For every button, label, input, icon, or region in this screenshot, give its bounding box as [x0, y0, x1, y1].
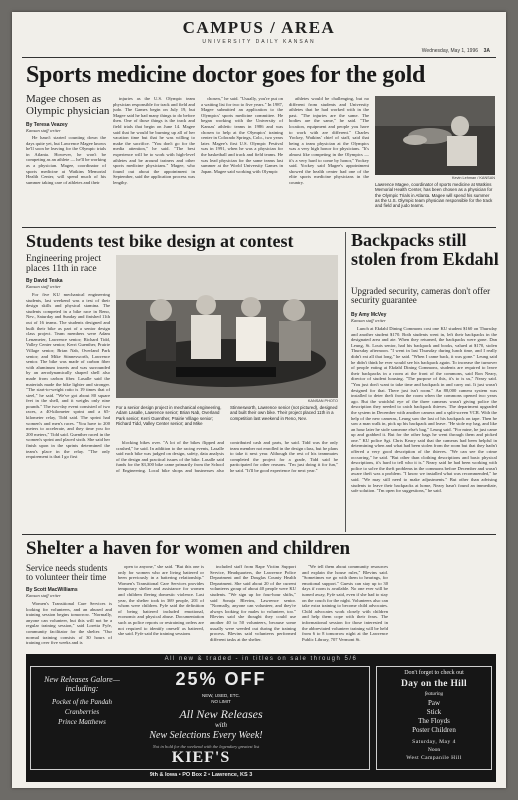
ad-main-panel	[30, 666, 370, 770]
ad-artist: Prince Matthews	[58, 718, 106, 726]
story1-caption: Lawrence Magee, coordinator of sports medicine at Watkins Memorial Health Center, has been chosen as a physician for the Olympic Trials in Atlanta. Magee will spend his summer as the U.S. Olympic team physician responsible for the track and field and judo teams.	[375, 182, 493, 209]
story1-staff: Kansan staff writer	[26, 128, 61, 133]
band-name: The Floyds	[418, 717, 450, 725]
ad-small-note: Not in hold for the weekend with the legendary greatest list	[152, 744, 260, 749]
band-name: Stick	[426, 708, 442, 716]
newspaper-page	[12, 12, 506, 788]
ad-promo-panel	[376, 666, 492, 770]
story1-photo-credit: Kevin Lehman / KANSAN	[451, 176, 495, 180]
story2-rule	[22, 534, 496, 535]
story2-col1: For five KU mechanical engineering students, last weekend was a test of their design skills and physical stamina. The students competed in a bike race in Reno, Nev., Saturday and Sunday and finished 11th out of 16 teams. The students designed and built their bike as part of a senior design class project. Team members were Adam Lenzmeier, Lawrence senior; Richard Tidd, Valley Center senior; Kerri Guenther, Prairie Village senior; Brian Nab, Overland Park senior; and Mike Stinnesworth, Lawrence senior. The bike was made of carbon fiber with aluminum inserts and was surrounded by an aerodynamically shaped shell also made from carbon fiber. Lasalle said the materials made the bike lighter and stronger. "The start-to-weight ratio is 19 times that of steel," he said. "We've got about 80 square feet in the shell, and it weighs only nine pounds." The two-day event consisted of two races, a 40-kilometer sprint and a 65-kilometer relay, Tidd said. The sprint had women's and men's races. "You have to 200 meters to accelerate, and they time you for 200 meters," Tidd said. Guenther raced in the women's sprint and placed sixth. She said her finish upon in the sprints determined the team's place in the relay. "The only requirement is that I go first	[26, 292, 110, 460]
ad-all-new: All New Releases	[179, 707, 263, 721]
ad-with: with	[214, 721, 228, 729]
ad-including: New Releases Galore— including:	[44, 675, 120, 693]
promo-head: Don't forget to check out	[404, 670, 464, 676]
story2-deck: Engineering project places 11th in race	[26, 254, 102, 274]
story1-headline: Sports medicine doctor goes for the gold	[26, 62, 426, 88]
story1-col4: athletes would be challenging, but no different from students and University athletes that he had worked with in the past. "The injuries are the same. The bodies are the same," he said. "The location, equipment and people you have to work with are different." Charles Yockey, Watkins' chief of staff, said that being a team physician at the Olympics was a very high honor for physicians. "It's almost like competing in the Olympics — it's a very hard to come by honor," Yockey said. Yockey said Magee's appointment showed the health center had one of the elite sports medicine physicians in the country.	[289, 96, 369, 185]
story2-caption: For a senior design project in mechanical engineering, Adam Lasalle, Lawrence senior; Brian Nab, Overland Park senior; Kerri Guenther, Prairie Village senior; Richard Tidd, Valley Center senior; and Mike Stinnesworth, Lawrence senior (not pictured), designed and built their own bike. Their project placed 11th in a competition last weekend in Reno, Nev.	[116, 405, 338, 426]
story4-staff: Kansan staff writer	[26, 593, 61, 598]
story2-photo-credit: KANSAN PHOTO	[307, 399, 338, 403]
ad-discount: 25% OFF	[175, 669, 267, 689]
story1-byline: By Teresa Veazey	[26, 122, 68, 128]
story2-byline: By David Teska	[26, 278, 63, 284]
band-name: Paw	[427, 699, 441, 707]
story1-deck: Magee chosen as Olympic physician	[26, 93, 110, 117]
story2-staff: Kansan staff writer	[26, 284, 61, 289]
story3-body: Lunch at Ekdahl Dining Commons cost one KU student $160 on Thursday and another student $170. Both students went in, left their backpacks in the designated area and ate. When they returned, the backpacks were gone. Dan Leung, St. Louis senior, had his backpack and books, valued at $170, stolen Thursday afternoon. "I went in last Thursday during lunch time, and I really didn't eat all that long," he said. "When I came back, it was gone." Leung said he didn't think he ever would see his backpack again. To increase the turnover of people eating at Ekdahl Dining Commons, students are required to leave their backpacks in a room at the front of the commons, said Ron Neary, director of student housing. "The purpose of this, it's to is us," Neary said. "You just don't want to take time and backpack in and carry out. It just wasn't designed for that. There just isn't room." An 88,000 camera system was installed to deter theft from the room when the commons opened two years ago. But the watchful eye of the three cameras wasn't giving police the description they needed to catch backpack thieves. The department upgraded the system in December with another camera and a split-screen VCR. With the help of the new cameras, Leung saw the last of his backpack on tape. Then he saw a man walk in, pick up his backpack and leave. "He stole my bag, and like an hour later he stole someone else's bag," Leung said. "For mine, he just came up and grabbed it. But for the other bags he went through them and picked one." KU police Sgt. Chris Keary said that the cameras had been helpful in determining when and what had been stolen from the room but that they hadn't offered a very good description of the thieves. "We can see the crime occurring," he said. "But other than clothing descriptions and basic physical descriptions, it's hard to tell who it is." Neary said he had been working with police to solve the theft problems in the commons before December and wasn't aware theft was a problem. "I know we installed what was recommended," he said. "We may still need to make adjustments." But other than advising students to leave their backpacks at home, Neary hasn't found an immediate, safe solution. "I'm open for suggestions," he said.	[351, 326, 497, 494]
issue-date: Wednesday, May 1, 1996 3A	[421, 48, 490, 54]
band-name: Poster Children	[412, 726, 456, 734]
story4-headline: Shelter a haven for women and children	[26, 538, 351, 559]
promo-featuring: featuring	[424, 692, 444, 697]
story2-col3: blocking bikes over. "A lot of the bikes flipped and crashed," he said. In addition to the racing events, Lasalle said each bike was judged on design, safety, data analysis of the design and practical issues of the bike. Lasalle said funds for the $3,300 bike came primarily from the School of Engineering. Local bike shops and businesses also contributed cash and parts, he said. Tidd was the only team member not enrolled in the design class, but he plans to take it next year. Although the rest of his teammates completed the project for a grade, Tidd said he participated for other reasons. "I'm just doing it for fun," he said. "It'll be good experience for next year."	[116, 440, 338, 473]
story1-col3: chosen," he said. "Usually, you're put on a waiting list for two to five years." In 1987, Magee submitted an application to the Olympics' sports medicine committee. He began working with the University of Kansas' athletic teams in 1986 and was chosen to help at the Olympics' training center in Colorado Springs, Colo., two years later. Magee's first U.S. Olympic Festival was in 1991, when he was a physician for the basketball and track and field teams. He was lead physician for the same teams last summer at the World University Games in Japan. Magee said working with Olympic	[201, 96, 283, 174]
promo-place: West Campanile Hill	[406, 755, 462, 761]
magee-photo	[375, 96, 495, 175]
story1-rule	[22, 227, 496, 228]
ad-selections: New Selections Every Week!	[149, 730, 263, 741]
column-divider	[345, 232, 346, 532]
story1-col2: injuries as the U.S. Olympic team physician responsible for track and field and judo. The Games begin on July 19, but Magee said he had many things to do before then. One of those things is the track and field trials that begin on June 14. Magee said that he would be burning up all of her vacation time but that he was willing to make the sacrifice. "You don't go for the media attention," he said. "The best experience will be to work with high-level athletes and be around trainers and other sports medicine physicians." Magee, who found out about the appointment in September, said the application process was lengthy.	[113, 96, 195, 185]
promo-date: Saturday, May 4	[412, 739, 456, 745]
story1-col1: He hasn't started counting down the days quite yet, but Lawrence Magee knows he'll soon be leaving for the Olympic trials in Atlanta. However, he won't be competing as an athlete — he'll be working as a physician. Magee, coordinator of sports medicine at Watkins Memorial Health Center, will spend much of his summer taking care of athletes and their	[26, 135, 106, 185]
ad-artist: Pocket of the Pandah	[51, 698, 113, 706]
story3-staff: Kansan staff writer	[351, 318, 386, 323]
ad-sub1: NEW, USED, ETC.	[201, 693, 240, 698]
story4-deck: Service needs students to volunteer their time	[26, 563, 108, 583]
masthead-rule	[22, 57, 496, 58]
kiefs-ad	[26, 654, 496, 782]
story4-col3: included staff from Rape Victim Support Service, Headquarters, the Lawrence Police Department and the Douglas County Health Department. She said about 20 of the current volunteers group of about 40 people were KU students. "We sign up for four-hour shifts," said Sonaja Blevins, Lawrence senior. "Normally, anyone can volunteer, and they're always looking for males to volunteer, too." Blevins said she thought they could use another 40 to 50 volunteers, because some usually were weeded out during the training process. Blevins said volunteers performed different tasks at the shelter.	[210, 564, 296, 642]
ad-address: 9th & Iowa • PO Box 2 • Lawrence, KS 3	[149, 772, 253, 778]
story3-headline: Backpacks still stolen from Ekdahl	[351, 230, 499, 269]
masthead	[12, 12, 506, 60]
ad-left-list	[37, 697, 127, 727]
story2-headline: Students test bike design at contest	[26, 231, 294, 251]
promo-title: Day on the Hill	[401, 679, 467, 689]
story4-col4: "We tell them about community resources and explain the house rules," Blevins said. "Sometimes we go with them to hearings, for emotional support." Guests can stay up to 30 days if room is available. No one ever will be turned away, Fyfe said, even if she had to stay on the couch for the night. Volunteers also can take extra training to become child advocates. Child advocates work closely with children and help them cope with their fears. The informational session for those interested in the abbreviated volunteer training will be held from 6 to 8 tomorrow night at the Lawrence Public Library, 707 Vermont St.	[302, 564, 388, 642]
promo-time: Noon	[427, 747, 441, 753]
ad-logo: KIEF'S	[171, 749, 231, 766]
ad-sub2: NO LIMIT	[211, 699, 231, 704]
story4-byline: By Scott MacWilliams	[26, 587, 78, 593]
ad-artist: Cranberries	[64, 708, 100, 716]
section-title: CAMPUS / AREA	[182, 18, 336, 37]
story3-byline: By Amy McVey	[351, 312, 387, 318]
story4-col1: Women's Transitional Care Services is looking for volunteers, and an abused and training session begins tomorrow. "Normally, anyone can volunteer, but this will not be a regular training session," said Loretta Fyfe, community facilitator for the shelter. "Our normal training consists of 30 hours of training over five weeks and is	[26, 601, 112, 646]
story3-deck: Upgraded security, cameras don't offer security guarantee	[351, 286, 491, 306]
promo-bands	[377, 699, 491, 735]
paper-name: UNIVERSITY DAILY KANSAN	[202, 39, 316, 45]
ad-banner: All new & traded - in titles on sale through 5/6	[164, 656, 358, 662]
story4-col2: open to anyone," she said. "But this one is only for women who are living battered or been previously in a battering relationship." Women's Transitional Care Services provides temporary shelter and assistance for women and children fleeing domestic violence. Last year, the shelter took in 369 people, 201 of whom were children. Fyfe said the definition of being battered included emotional, economic and physical abuse. Documentation such as police reports or restraining orders are not required to identify oneself as battered, she said. Fyfe said the training sessions	[118, 564, 204, 637]
bike-team-photo	[116, 255, 338, 398]
